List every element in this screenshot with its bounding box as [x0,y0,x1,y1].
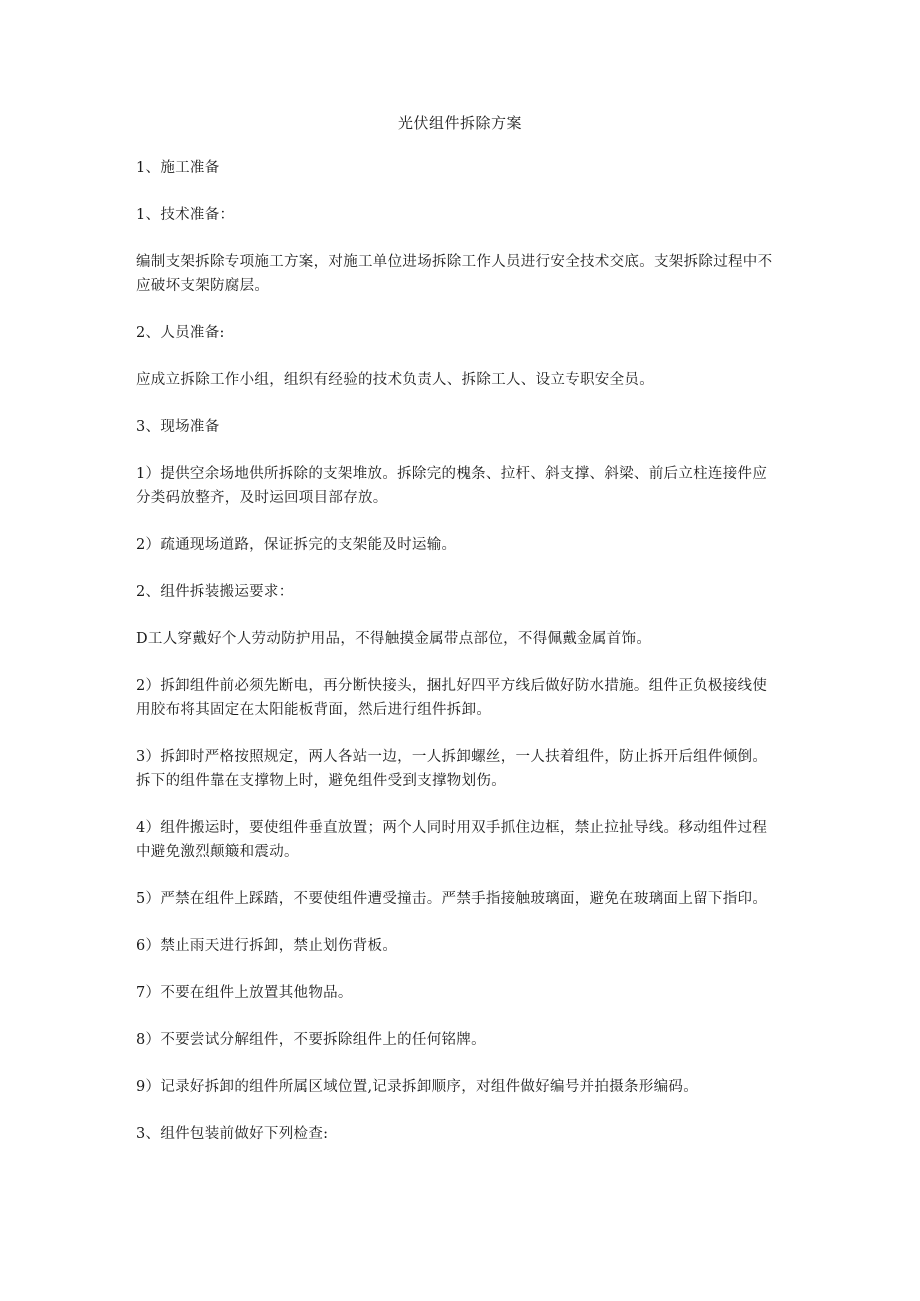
subheading-site-prep: 3、现场准备 [136,419,220,435]
list-item-handling-6: 6）禁止雨天进行拆卸，禁止划伤背板。 [136,938,398,954]
list-item-site-2: 2）疏通现场道路，保证拆完的支架能及时运输。 [136,537,457,553]
list-item-handling-2: 2）拆卸组件前必须先断电，再分断快接头，捆扎好四平方线后做好防水措施。组件正负极接线使用胶布将其固定在太阳能板背面，然后进行组件拆卸。 [136,678,768,718]
list-item-handling-5: 5）严禁在组件上踩踏，不要使组件遭受撞击。严禁手指接触玻璃面，避免在玻璃面上留下指印。 [136,891,768,907]
subheading-technical-prep: 1、技术准备： [136,207,235,223]
subheading-personnel-prep: 2、人员准备: [136,325,225,341]
list-item-handling-8: 8）不要尝试分解组件，不要拆除组件上的任何铭牌。 [136,1032,486,1048]
list-item-handling-9: 9）记录好拆卸的组件所属区域位置,记录拆卸顺序，对组件做好编号并拍摄条形编码。 [136,1079,699,1095]
section-heading-module-handling: 2、组件拆装搬运要求： [136,584,294,600]
section-heading-packaging-check: 3、组件包装前做好下列检查: [136,1126,329,1142]
paragraph-technical-prep: 编制支架拆除专项施工方案，对施工单位进场拆除工作人员进行安全技术交底。支架拆除过程中不应破坏支架防腐层。 [136,254,773,294]
document-body [136,156,781,1169]
list-item-handling-7: 7）不要在组件上放置其他物品。 [136,985,353,1001]
list-item-site-1: 1）提供空余场地供所拆除的支架堆放。拆除完的槐条、拉杆、斜支撑、斜梁、前后立柱连接件应分类码放整齐，及时运回项目部存放。 [136,466,768,506]
list-item-handling-3: 3）拆卸时严格按照规定，两人各站一边，一人拆卸螺丝，一人扶着组件，防止拆开后组件倾倒。拆下的组件靠在支撑物上时，避免组件受到支撑物划伤。 [136,749,768,789]
section-heading-construction-prep: 1、施工准备 [136,160,220,176]
document-title: 光伏组件拆除方案 [397,114,522,132]
list-item-handling-1: D工人穿戴好个人劳动防护用品，不得触摸金属带点部位，不得佩戴金属首饰。 [136,631,652,647]
list-item-handling-4: 4）组件搬运时，要使组件垂直放置；两个人同时用双手抓住边框，禁止拉扯导线。移动组件过程中避免激烈颠簸和震动。 [136,820,768,860]
paragraph-personnel-prep: 应成立拆除工作小组，组织有经验的技术负责人、拆除工人、设立专职安全员。 [136,372,654,388]
